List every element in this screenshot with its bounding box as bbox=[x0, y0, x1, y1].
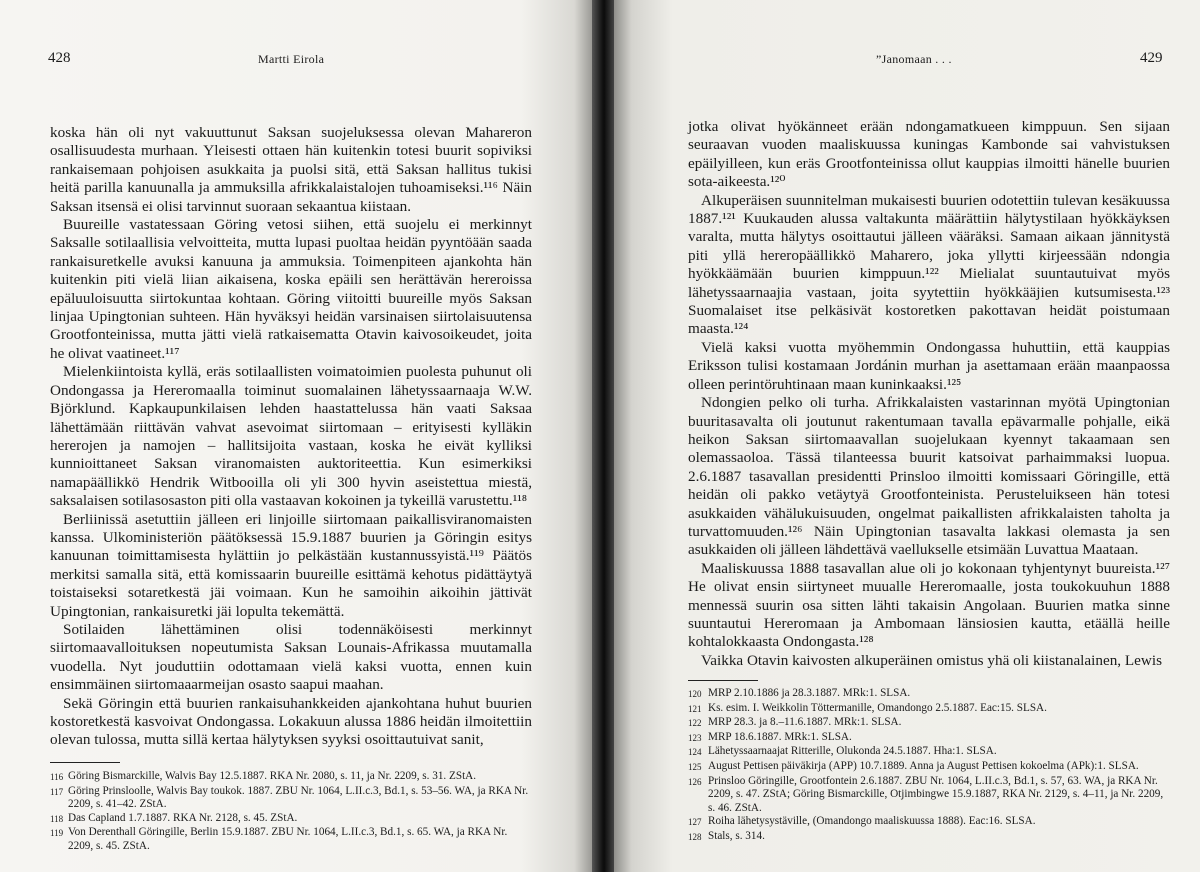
book-gutter bbox=[592, 0, 614, 872]
paragraph: jotka olivat hyökänneet erään ndongamatkueen kimppuun. Sen sijaan seuraavan vuoden maaliskuussa kuningas Kambonde sai vahvistuksen epäilyilleen, kun eräs Grootfonteinissa ollut kauppias ilmoitti hänelle buurien sota-aikeesta.¹²⁰ bbox=[688, 118, 1170, 191]
footnote-number: 124 bbox=[688, 747, 702, 758]
footnote bbox=[50, 770, 532, 785]
paragraph: Sekä Göringin että buurien rankaisuhankkeiden ajankohtana huhut buurien kostoretkestä kasvoivat Ondongassa. Lokakuun alussa 1886 heidän ilmoitettiin olevan tulossa, mutta sillä kertaa hälytyksen syyksi osoittautuivat sanit, bbox=[50, 694, 532, 749]
page-number: 429 bbox=[1140, 50, 1163, 66]
footnote bbox=[50, 812, 532, 827]
footnote-number: 117 bbox=[50, 786, 64, 797]
footnote-text: Ks. esim. I. Weikkolin Töttermanille, Omandongo 2.5.1887. Eac:15. SLSA. bbox=[708, 701, 1047, 714]
paragraph: Mielenkiintoista kyllä, eräs sotilaallisten voimatoimien puolesta puhunut oli Ondongassa ja Hereromaalla toiminut suomalainen lähetyssaarnaaja W.W. Björklund. Kapkaupunkilaisen lehden haastattelussa hän vaati Saksaa lähettämään riittävän vahvat asevoimat siirtomaan – erityisesti kylläkin hererojen ja namojen – hallitsijoita vastaan, koska he eivät kylliksi kunnioittaneet Saksan viranomaisten auktoriteettia. Kun esimerkiksi namapäällikkö Hendrik Witbooilla oli yli 300 hyvin aseistettua miestä, saksalaisen sotilasosaston piti olla vastaavan kokoinen ja tykeillä varustettu.¹¹⁸ bbox=[50, 363, 532, 510]
footnote bbox=[50, 785, 532, 812]
footnote-number: 125 bbox=[688, 761, 702, 772]
footnote bbox=[688, 702, 1170, 717]
paragraph: Alkuperäisen suunnitelman mukaisesti buurien odotettiin tulevan kesäkuussa 1887.¹²¹ Kuukauden alussa valtakunta määrättiin hälytystilaan hyökkäyksen varalta, mutta hälytys osoittautui jälleen vääräksi. Samaan aikaan jännitystä piti yllä hereropäällikkö Maharero, joka yllytti kirjeessään ndongia hyökkäämään buurien kimppuun.¹²² Mielialat suuntautuivat myös lähetyssaarnaajia vastaan, joita syytettiin hyökkääjien kutsumisesta.¹²³ Suomalaiset itse pelkäsivät kostoretken pakottavan heidät poistumaan maasta.¹²⁴ bbox=[688, 191, 1170, 338]
footnote bbox=[688, 716, 1170, 731]
footnote-number: 120 bbox=[688, 689, 702, 699]
footnote-text: MRP 18.6.1887. MRk:1. SLSA. bbox=[708, 730, 852, 743]
body-text bbox=[50, 124, 532, 750]
paragraph: Buureille vastatessaan Göring vetosi siihen, että suojelu ei merkinnyt Saksalle sotilaallisia velvoitteita, mutta lupasi puoltaa heidän pyyntöään saada rankaisuretkelle avuksi kanuuna ja ammuksia. Toimenpiteen ajankohta hän kuitenkin piti vielä liian aikaisena, koska epäili sen herättävän hereroissa epäluuloisuutta siirtokuntaa kohtaan. Göring viitoitti buureille myös Saksan linjaa Upingtonian suhteen. Hän hyväksyi heidän varsinaisen siirtolaisuutensa Grootfonteinissa, mutta jätti vielä ratkaisematta Otavin kaivosoikeudet, joita he olivat vaatineet.¹¹⁷ bbox=[50, 216, 532, 362]
footnotes bbox=[688, 687, 1170, 845]
paragraph: Vaikka Otavin kaivosten alkuperäinen omistus yhä oli kiistanalainen, Lewis bbox=[701, 651, 1163, 669]
footnote-rule bbox=[50, 762, 120, 763]
footnotes bbox=[50, 770, 532, 854]
footnote-text: Prinsloo Göringille, Grootfontein 2.6.1887. ZBU Nr. 1064, L.II.c.3, Bd.1, s. 57, 63. WA, ja RKA Nr. 2209, s. 47. ZStA; Göring Bismarckille, Otjimbingwe 15.9.1887, RKA Nr. 2129, s. 4–11, ja Nr. 2209, s. 46. ZStA. bbox=[708, 774, 1164, 814]
footnote-number: 121 bbox=[688, 703, 702, 714]
footnote-number: 116 bbox=[50, 772, 64, 782]
footnote-number: 123 bbox=[688, 732, 702, 743]
footnote bbox=[688, 731, 1170, 746]
paragraph: Maaliskuussa 1888 tasavallan alue oli jo kokonaan tyhjentynyt buureista.¹²⁷ He olivat ensin siirtyneet muualle Hereromaalle, josta toukokuuhun 1888 mennessä suurin osa sitten lähti takaisin Angolaan. Buurien matka sinne suuntautui Hereromaan ja Ambomaan länsiosien kautta, etäällä heille kohtalokkaasta Ondongasta.¹²⁸ bbox=[688, 559, 1170, 651]
footnote bbox=[688, 745, 1170, 760]
footnote bbox=[688, 830, 1170, 845]
footnote bbox=[688, 775, 1170, 816]
footnote-rule bbox=[688, 680, 758, 681]
footnote bbox=[688, 687, 1170, 702]
footnote-number: 127 bbox=[688, 817, 702, 828]
footnote-number: 126 bbox=[688, 776, 702, 787]
footnote bbox=[50, 826, 532, 853]
footnote-text: Göring Prinsloolle, Walvis Bay toukok. 1887. ZBU Nr. 1064, L.II.c.3, Bd.1, s. 53–56. WA, ja RKA Nr. 2209, s. 41–42. ZStA. bbox=[68, 784, 529, 811]
paragraph: koska hän oli nyt vakuuttunut Saksan suojeluksessa olevan Mahareron osallisuudesta murhaan. Yleisesti ottaen hän kuitenkin totesi buurit sopiviksi rankaisemaan pohjoisen asukkaita ja puolsi sitä, että Saksan hallitus tukisi heitä parilla kanuunalla ja ammuksilla afrikkalaistalojen tuhoamiseksi.¹¹⁶ Näin Saksan itsensä ei olisi tarvinnut suoraan sekaantua kiistaan. bbox=[50, 124, 532, 215]
footnote-text: Roiha lähetysystäville, (Omandongo maaliskuussa 1888). Eac:16. SLSA. bbox=[708, 815, 1036, 828]
footnote-text: August Pettisen päiväkirja (APP) 10.7.1889. Anna ja August Pettisen kokoelma (APk):1. SLSA. bbox=[708, 759, 1139, 772]
paragraph: Berliinissä asetuttiin jälleen eri linjoille siirtomaan paikallisviranomaisten kanssa. Ulkoministeriön päätöksessä 15.9.1887 buurien ja Göringin esitys kanuunan toimittamisesta hylättiin jo pelkästään kustannussyistä.¹¹⁹ Päätös merkitsi samalla sitä, että komissaarin buureille esittämä kehotus pidättäytyä toistaiseksi sotaretkestä jäi voimaan. Kun he samoihin aikoihin jättivät Upingtonian, rankaisuretki jäi lopulta tekemättä. bbox=[50, 510, 532, 620]
right-page bbox=[614, 0, 1200, 872]
running-head: Martti Eirola bbox=[258, 52, 325, 66]
page-number: 428 bbox=[48, 50, 71, 66]
paragraph: Ndongien pelko oli turha. Afrikkalaisten vastarinnan myötä Upingtonian buuritasavalta oli joutunut rakentumaan tavalla epävarmalle pohjalle, eikä heikon Saksan siirtomaavallan suojelukaan kyennyt takaamaan sen olemassaoloa. Tässä tilanteessa buurit katsoivat parhaimmaksi luopua. 2.6.1887 tasavallan presidentti Prinsloo ilmoitti komissaari Göringille, että heidän oli pakko vetäytyä Grootfonteinista. Perusteluikseen hän totesi asukkaiden vähälukuisuuden, ongelmat paikallisten afrikkalaisten taholta ja turvattomuuden.¹²⁶ Näin Upingtonian tasavalta lakkasi olemasta ja sen asukkaiden oli jälleen lähdettävä vaellukselle etsimään Luvattua Maataan. bbox=[688, 394, 1170, 559]
footnote-number: 118 bbox=[50, 813, 64, 824]
footnote-text: MRP 2.10.1886 ja 28.3.1887. MRk:1. SLSA. bbox=[708, 687, 911, 699]
footnote-text: MRP 28.3. ja 8.–11.6.1887. MRk:1. SLSA. bbox=[708, 716, 902, 729]
running-head: ”Janomaan . . . bbox=[876, 52, 952, 66]
footnote bbox=[688, 760, 1170, 775]
footnote-text: Lähetyssaarnaajat Ritterille, Olukonda 24.5.1887. Hha:1. SLSA. bbox=[708, 745, 997, 758]
footnote-number: 122 bbox=[688, 718, 702, 729]
footnote-text: Göring Bismarckille, Walvis Bay 12.5.1887. RKA Nr. 2080, s. 11, ja Nr. 2209, s. 31. ZStA. bbox=[68, 770, 477, 782]
footnote-number: 128 bbox=[688, 831, 702, 842]
footnote-number: 119 bbox=[50, 828, 64, 839]
left-page bbox=[0, 0, 592, 872]
footnote-text: Das Capland 1.7.1887. RKA Nr. 2128, s. 45. ZStA. bbox=[68, 811, 298, 824]
footnote-text: Von Derenthall Göringille, Berlin 15.9.1887. ZBU Nr. 1064, L.II.c.3, Bd.1, s. 65. WA, ja RKA Nr. 2209, s. 45. ZStA. bbox=[68, 826, 508, 852]
footnote bbox=[688, 815, 1170, 830]
paragraph: Sotilaiden lähettäminen olisi todennäköisesti merkinnyt siirtomaavalloituksen nopeutumista Saksan Lounais-Afrikassa muutamalla vuodella. Nyt jouduttiin odottamaan vielä kaksi vuotta, ennen kuin ensimmäinen siirtomaaarmeijan osasto saapui maahan. bbox=[50, 620, 532, 694]
paragraph: Vielä kaksi vuotta myöhemmin Ondongassa huhuttiin, että kauppias Eriksson tulisi kostamaan Jordánin murhan ja asettamaan erään maanpaossa olleen perintöruhtinaan maan kuninkaaksi.¹²⁵ bbox=[688, 338, 1170, 393]
footnote-text: Stals, s. 314. bbox=[708, 829, 765, 842]
body-text bbox=[688, 118, 1170, 670]
